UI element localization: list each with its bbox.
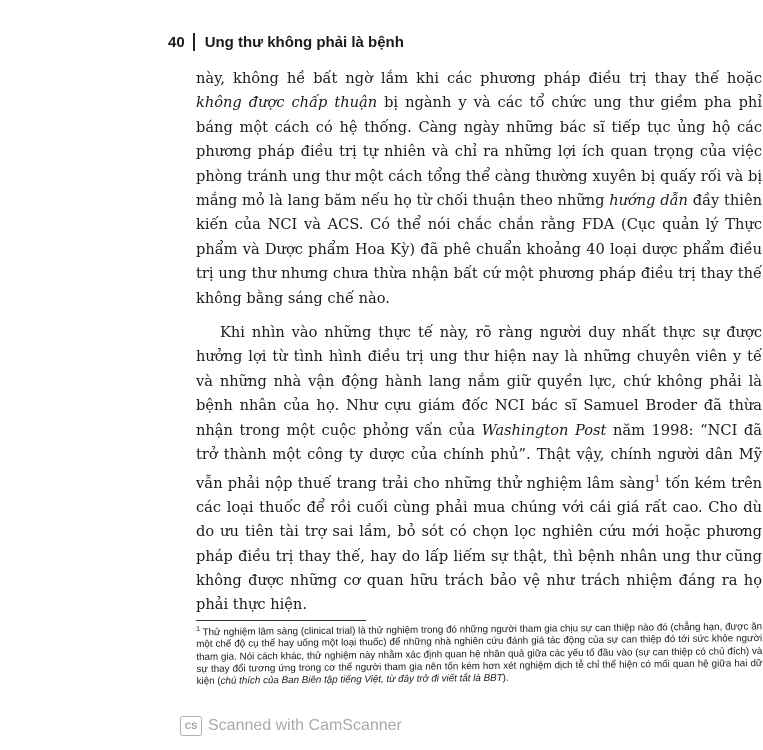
text-run: bị ngành y và các tổ chức ung thư giềm pha phỉ báng một cách có hệ thống. Càng ngày những bác sĩ tiếp tục ủng hộ các phương pháp điều trị tự nhiên và chỉ ra những lợi ích quan trọng của việc phòng tránh ung thư một cách tổng thể càng thường xuyên bị quấy rối và bị mắng mỏ là lang băm nếu họ từ chối thuận theo những [196,94,762,210]
footnote-text: Thử nghiệm lâm sàng (clinical trial) là thử nghiệm trong đó những người tham gia chịu sự can thiệp nào đó (chẳng hạn, được ăn một chế độ cụ thể hay uống một loại thuốc) để những nhà nghiên cứu đánh giá tác động của sự can thiệp đó tới sức khỏe người tham gia. Nói cách khác, thử nghiệm này nhằm xác định quan hệ nhân quả giữa các yếu tố đầu vào (sự can thiệp có chủ đích) và sự thay đổi tương ứng trong cơ thể người tham gia nên tốn kém hơn xét nghiệm dịch tễ chỉ thể hiện có mối quan hệ giữa hai dữ kiện ( [196,621,763,688]
text-run: tốn kém trên các loại thuốc để rồi cuối cùng phải mua chúng với cái giá rất cao. Cho dù do ưu tiên tài trợ sai lầm, bỏ sót có chọn lọc nghiên cứu mới hoặc phương pháp điều trị thay thế, hay do lấp liếm sự thật, thì bệnh nhân ung thư cũng không được những cơ quan hữu trách bảo vệ như trách nhiệm đáng ra họ phải thực hiện. [196,474,763,614]
text-run: đầy thiên kiến của NCI và ACS. Có thể nói chắc chắn rằng FDA (Cục quản lý Thực phẩm và Dược phẩm Hoa Kỳ) đã phê chuẩn khoảng 40 loại dược phẩm điều trị ung thư nhưng chưa thừa nhận bất cứ một phương pháp điều trị thay thế không bằng sáng chế nào. [196,192,762,307]
footnote-number: 1 [196,625,201,633]
footnote-text: ). [502,672,509,684]
camscanner-watermark [180,712,480,740]
footnote-italic: chú thích của Ban Biên tập tiếng Việt, từ đây trở đi viết tắt là BBT [220,672,503,687]
text-run: này, không hề bất ngờ lắm khi các phương pháp điều trị thay thế hoặc [196,70,762,87]
camscanner-icon: CS [180,716,202,736]
paragraph-2 [196,321,762,618]
running-header [168,33,404,51]
paragraph-1 [196,67,762,311]
page-number: 40 [168,33,185,51]
italic-run: Washington Post [481,421,607,439]
footnote-marker: 1 [654,474,661,485]
footnote-rule [196,620,366,621]
italic-run: không được chấp thuận [196,94,378,112]
footnote [196,618,763,688]
text-run: Khi nhìn vào những thực tế này, rõ ràng người duy nhất thực sự được hưởng lợi từ tình hình điều trị ung thư hiện nay là những chuyên viên y tế và những nhà vận động hành lang nắm giữ quyền lực, chứ không phải là bệnh nhân của họ. Như cựu giám đốc NCI bác sĩ Samuel Broder đã thừa nhận trong một cuộc phỏng vấn của [196,324,762,439]
header-divider [193,33,195,51]
watermark-text: Scanned with CamScanner [208,717,402,734]
text-run: năm 1998: “NCI đã trở thành một công ty dược của chính phủ”. Thật vậy, chính người dân Mỹ vẫn phải nộp thuế trang trải cho những thử nghiệm lâm sàng [196,421,762,492]
body-text [196,67,762,618]
italic-run: hướng dẫn [609,192,688,210]
book-title: Ung thư không phải là bệnh [204,33,404,51]
